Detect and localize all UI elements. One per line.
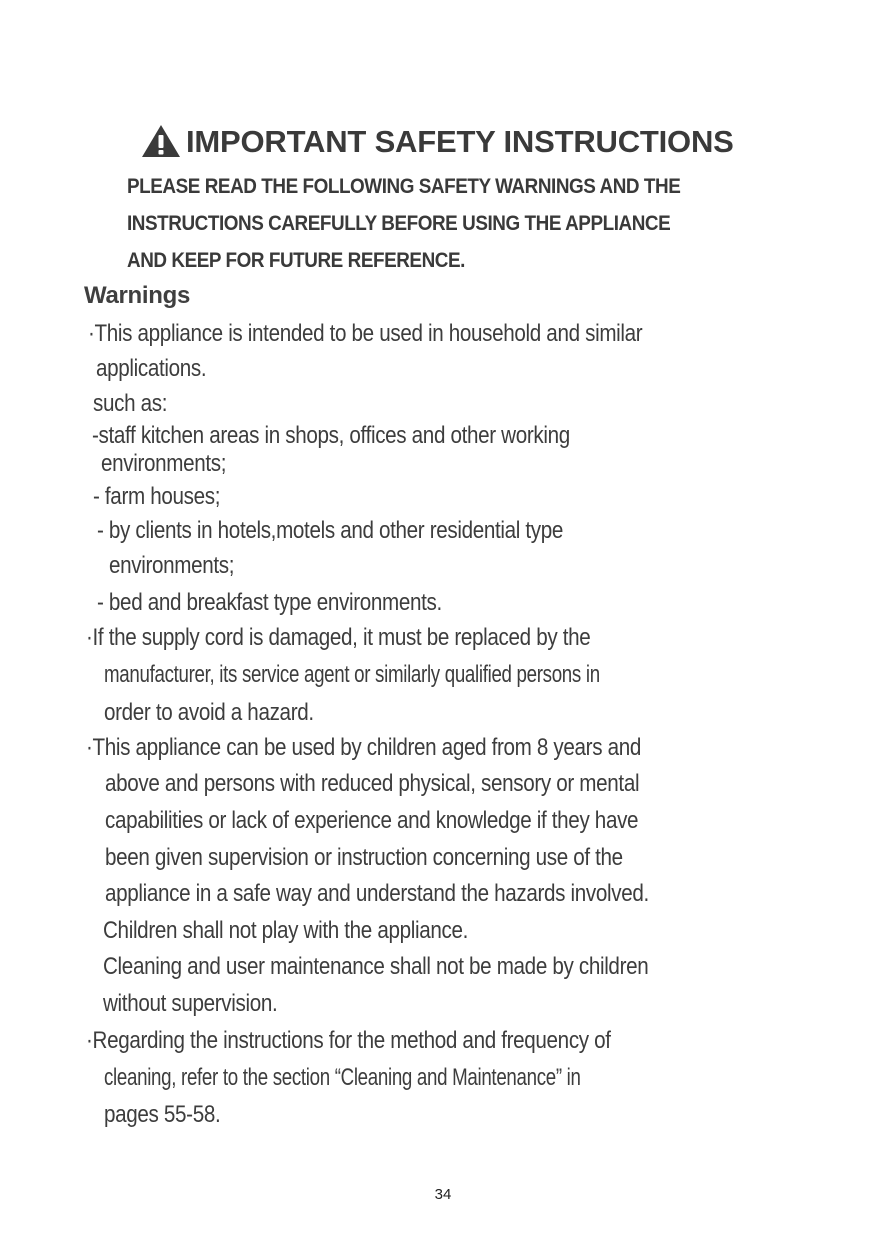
intro-line-3: AND KEEP FOR FUTURE REFERENCE. [127, 249, 465, 272]
body-line: without supervision. [103, 990, 278, 1017]
body-line: ·This appliance is intended to be used in household and similar [88, 320, 643, 347]
body-line: - farm houses; [93, 483, 221, 510]
body-line: environments; [101, 450, 227, 477]
body-line: pages 55-58. [104, 1101, 221, 1128]
body-line: applications. [96, 355, 207, 382]
body-line: Children shall not play with the appliance. [103, 917, 468, 944]
body-line: ·Regarding the instructions for the method and frequency of [86, 1027, 611, 1054]
body-line: capabilities or lack of experience and knowledge if they have [105, 807, 639, 834]
body-line: Cleaning and user maintenance shall not be made by children [103, 953, 649, 980]
body-line: - by clients in hotels,motels and other residential type [97, 517, 564, 544]
body-line: environments; [109, 552, 235, 579]
body-line: such as: [93, 390, 168, 417]
intro-line-1: PLEASE READ THE FOLLOWING SAFETY WARNINGS AND THE [127, 175, 681, 198]
body-line: -staff kitchen areas in shops, offices and other working [92, 422, 570, 449]
page-title: IMPORTANT SAFETY INSTRUCTIONS [186, 124, 734, 159]
warning-triangle-icon [141, 124, 181, 158]
body-line: manufacturer, its service agent or similarly qualified persons in [104, 661, 600, 688]
body-line: cleaning, refer to the section “Cleaning and Maintenance” in [104, 1064, 581, 1091]
body-line: above and persons with reduced physical, sensory or mental [105, 770, 640, 797]
body-line: been given supervision or instruction concerning use of the [105, 844, 623, 871]
body-line: - bed and breakfast type environments. [97, 589, 442, 616]
intro-line-2: INSTRUCTIONS CAREFULLY BEFORE USING THE APPLIANCE [127, 212, 671, 235]
body-line: ·If the supply cord is damaged, it must be replaced by the [86, 624, 591, 651]
body-line: order to avoid a hazard. [104, 699, 314, 726]
page-number: 34 [434, 1186, 452, 1203]
body-line: appliance in a safe way and understand the hazards involved. [105, 880, 649, 907]
body-line: ·This appliance can be used by children aged from 8 years and [86, 734, 641, 761]
warnings-heading: Warnings [84, 282, 191, 309]
